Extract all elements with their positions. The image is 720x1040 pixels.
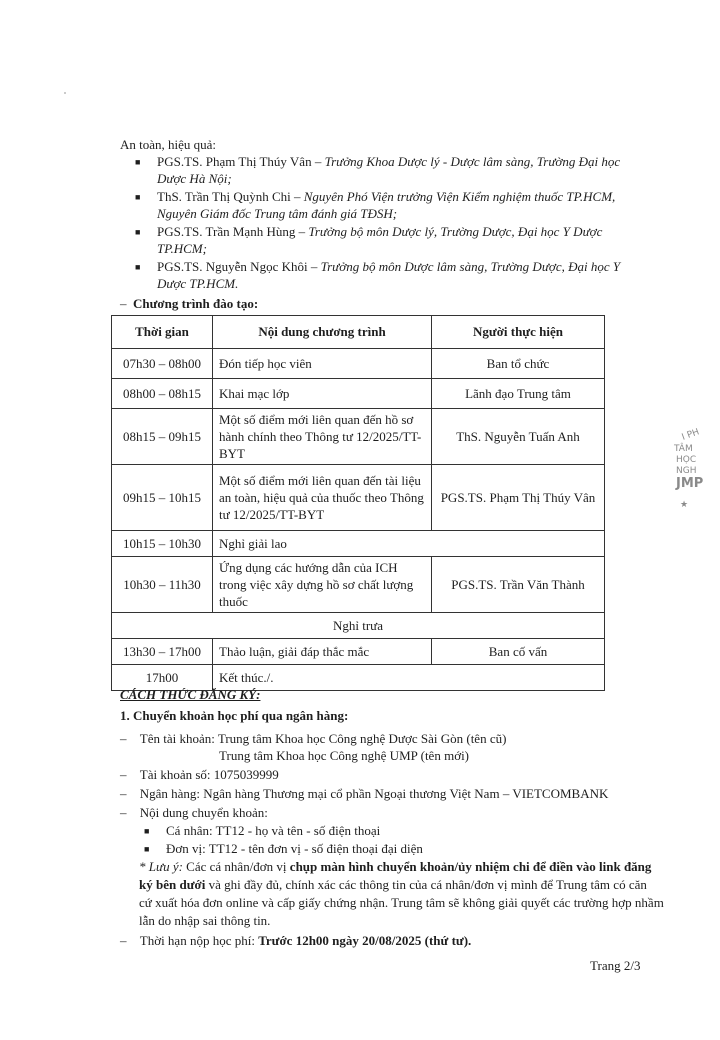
stamp-fragment: I PH TÂM HỌC NGH JMP ★ [674, 427, 704, 510]
schedule-table [111, 315, 605, 691]
expert-item: ■ PGS.TS. Trần Mạnh Hùng – Trưởng bộ môn Dược lý, Trường Dược, Đại học Y Dược [135, 224, 603, 239]
expert-role-cont: Dược Hà Nội; [157, 171, 232, 186]
table-header-row [112, 316, 605, 349]
dash-bullet-icon: – [120, 933, 127, 948]
square-bullet-icon: ■ [135, 192, 141, 202]
row-person: ThS. Nguyễn Tuấn Anh [432, 409, 605, 465]
dash-bullet-icon: – [120, 767, 127, 782]
row-content: Một số điểm mới liên quan đến hồ sơ hành chính theo Thông tư 12/2025/TT-BYT [213, 409, 432, 465]
expert-role: Trưởng bộ môn Dược lâm sàng, Trường Dược, Đại học Y [320, 259, 621, 274]
row-person: Ban tổ chức [432, 349, 605, 379]
program-heading: – Chương trình đào tạo: [120, 296, 259, 311]
header-time: Thời gian [112, 316, 213, 349]
dash-bullet-icon: – [120, 296, 127, 311]
header-person: Người thực hiện [432, 316, 605, 349]
table-row [112, 465, 605, 531]
row-content: Khai mạc lớp [213, 379, 432, 409]
note-line-2: ký bên dưới và ghi đầy đủ, chính xác các thông tin của cá nhân/đơn vị mình để Trung tâm có căn [139, 877, 647, 892]
square-bullet-icon: ■ [144, 826, 150, 836]
account-number-line: – Tài khoản số: 1075039999 [120, 767, 279, 782]
expert-item: ■ PGS.TS. Nguyễn Ngọc Khôi – Trưởng bộ môn Dược lâm sàng, Trường Dược, Đại học Y [135, 259, 621, 274]
expert-item: ■ ThS. Trần Thị Quỳnh Chi – Nguyên Phó Viện trưởng Viện Kiểm nghiệm thuốc TP.HCM, [135, 189, 616, 204]
account-name-new: Trung tâm Khoa học Công nghệ UMP (tên mới) [219, 748, 470, 763]
row-content: Một số điểm mới liên quan đến tài liệu an toàn, hiệu quả của thuốc theo Thông tư 12/2025/TT-BYT [213, 465, 432, 531]
row-content: Thảo luận, giải đáp thắc mắc [213, 639, 432, 665]
registration-heading: CÁCH THỨC ĐĂNG KÝ: [120, 687, 261, 702]
table-row [112, 639, 605, 665]
transfer-content-label: – Nội dung chuyển khoản: [120, 805, 268, 820]
note-line-1: * Lưu ý: Các cá nhân/đơn vị chụp màn hình chuyển khoản/ủy nhiệm chi để điền vào link đăng [139, 859, 652, 874]
dash-bullet-icon: – [120, 786, 127, 801]
expert-name: PGS.TS. Phạm Thị Thúy Vân [157, 154, 312, 169]
row-person: Ban cố vấn [432, 639, 605, 665]
note-line-3: cứ xuất hóa đơn online và cấp giấy chứng nhận. Trung tâm sẽ không giải quyết các trường hợp nhầm [139, 895, 664, 910]
row-time: 13h30 – 17h00 [112, 639, 213, 665]
expert-role-cont: Nguyên Giám đốc Trung tâm đánh giá TĐSH; [157, 206, 398, 221]
dash-bullet-icon: – [120, 731, 127, 746]
note-line-4: lẫn do nhập sai thông tin. [139, 913, 271, 928]
row-time: 17h00 [112, 665, 213, 691]
registration-subheading: 1. Chuyển khoản học phí qua ngân hàng: [120, 708, 349, 723]
account-name-old: Trung tâm Khoa học Công nghệ Dược Sài Gòn (tên cũ) [217, 731, 507, 746]
expert-role-cont: Dược TP.HCM. [157, 276, 239, 291]
note-emphasis: ký bên dưới [139, 877, 206, 892]
header-content: Nội dung chương trình [213, 316, 432, 349]
expert-role-cont: TP.HCM; [157, 241, 207, 256]
table-row [112, 557, 605, 613]
row-time: 10h30 – 11h30 [112, 557, 213, 613]
lunch-break: Nghỉ trưa [112, 613, 605, 639]
transfer-organization: ■ Đơn vị: TT12 - tên đơn vị - số điện thoại đại diện [144, 841, 423, 856]
note-label: * Lưu ý: [139, 859, 183, 874]
experts-intro: An toàn, hiệu quả: [120, 137, 217, 152]
transfer-personal: ■ Cá nhân: TT12 - họ và tên - số điện thoại [144, 823, 381, 838]
expert-role: Trưởng Khoa Dược lý - Dược lâm sàng, Trường Đại học [324, 154, 621, 169]
deadline-line: – Thời hạn nộp học phí: Trước 12h00 ngày 20/08/2025 (thứ tư). [120, 933, 472, 948]
table-row [112, 379, 605, 409]
row-time: 09h15 – 10h15 [112, 465, 213, 531]
table-row [112, 349, 605, 379]
row-time: 08h00 – 08h15 [112, 379, 213, 409]
row-content: Ứng dụng các hướng dẫn của ICH trong việc xây dựng hồ sơ chất lượng thuốc [213, 557, 432, 613]
row-content: Đón tiếp học viên [213, 349, 432, 379]
square-bullet-icon: ■ [144, 844, 150, 854]
square-bullet-icon: ■ [135, 262, 141, 272]
row-time: 07h30 – 08h00 [112, 349, 213, 379]
row-person: PGS.TS. Phạm Thị Thúy Vân [432, 465, 605, 531]
row-time: 08h15 – 09h15 [112, 409, 213, 465]
square-bullet-icon: ■ [135, 157, 141, 167]
scan-speck [64, 92, 66, 94]
table-row [112, 409, 605, 465]
row-content: Kết thúc./. [213, 665, 605, 691]
expert-role: Trưởng bộ môn Dược lý, Trường Dược, Đại học Y Dược [308, 224, 603, 239]
dash-bullet-icon: – [120, 805, 127, 820]
table-row [112, 613, 605, 639]
deadline-value: Trước 12h00 ngày 20/08/2025 (thứ tư). [258, 933, 472, 948]
page-number: Trang 2/3 [590, 958, 641, 973]
account-name-line: – Tên tài khoản: Trung tâm Khoa học Công nghệ Dược Sài Gòn (tên cũ) [120, 731, 507, 746]
row-person: Lãnh đạo Trung tâm [432, 379, 605, 409]
square-bullet-icon: ■ [135, 227, 141, 237]
row-time: 10h15 – 10h30 [112, 531, 213, 557]
row-content: Nghỉ giải lao [213, 531, 605, 557]
note-emphasis: chụp màn hình chuyển khoản/ủy nhiệm chi để điền vào link đăng [289, 859, 652, 874]
expert-name: PGS.TS. Nguyễn Ngọc Khôi [157, 259, 308, 274]
table-row [112, 531, 605, 557]
row-person: PGS.TS. Trần Văn Thành [432, 557, 605, 613]
expert-name: PGS.TS. Trần Mạnh Hùng [157, 224, 296, 239]
expert-name: ThS. Trần Thị Quỳnh Chi [157, 189, 291, 204]
expert-role: Nguyên Phó Viện trưởng Viện Kiểm nghiệm thuốc TP.HCM, [303, 189, 616, 204]
expert-item: ■ PGS.TS. Phạm Thị Thúy Vân – Trưởng Khoa Dược lý - Dược lâm sàng, Trường Đại học [135, 154, 621, 169]
bank-line: – Ngân hàng: Ngân hàng Thương mại cổ phần Ngoại thương Việt Nam – VIETCOMBANK [120, 786, 609, 801]
